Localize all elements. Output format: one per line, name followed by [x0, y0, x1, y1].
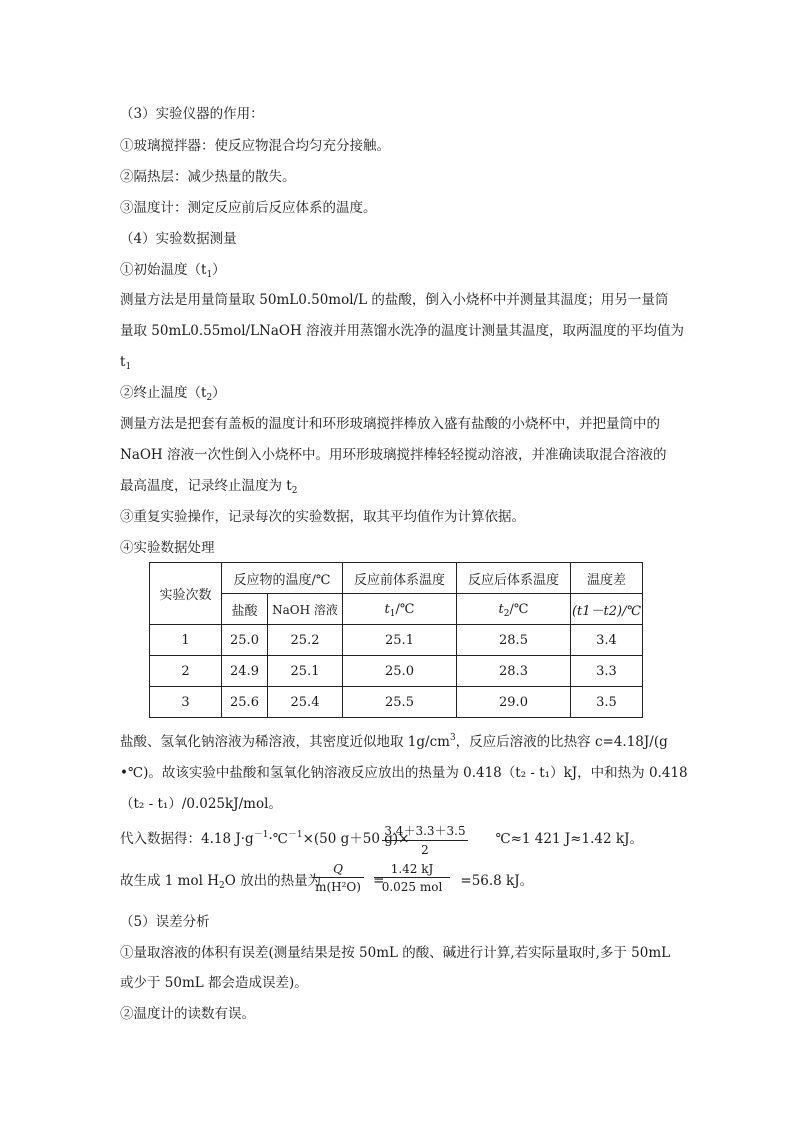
- table-row: [150, 687, 643, 718]
- experiment-data-table: [149, 562, 643, 718]
- after-temp: 29.0: [457, 687, 571, 718]
- heat-released-text: •℃)。故该实验中盐酸和氢氧化钠溶液反应放出的热量为 0.418（t₂ - t₁）kJ，中和热为 0.418: [120, 765, 688, 781]
- section4-title: （4）实验数据测量: [120, 231, 237, 247]
- substitution-formula: 代入数据得：4.18 $J\cdot g^{-1}\cdot℃^{-1}\times(50$ g＋50 g)× ℃≈1 421 J≈1.42 kJ。: [120, 830, 643, 847]
- header-after-temp: 反应后体系温度: [457, 563, 571, 594]
- hcl-temp: 25.0: [222, 625, 268, 656]
- trial-number: 1: [150, 625, 222, 656]
- final-temp-heading: ②终止温度$(t_2)$: [120, 385, 226, 403]
- data-processing-heading: ④实验数据处理: [120, 540, 215, 556]
- section3-title: （3）实验仪器的作用：: [120, 106, 264, 122]
- table-row: [150, 625, 643, 656]
- hcl-temp: 24.9: [222, 656, 268, 687]
- error-thermometer-text: ②温度计的读数有误。: [120, 1006, 255, 1022]
- initial-temp-heading: ①初始温度$(t_1)$: [120, 262, 226, 280]
- header-temp-diff: 温度差: [571, 563, 643, 594]
- naoh-temp: 25.2: [268, 625, 343, 656]
- naoh-temp: 25.1: [268, 656, 343, 687]
- header-diff-unit: (t1－t2)/℃: [571, 594, 643, 625]
- trial-number: 2: [150, 656, 222, 687]
- header-t2: $t_2/℃$: [457, 594, 571, 625]
- final-temp-text-2: NaOH 溶液一次性倒入小烧杯中。用环形玻璃搅拌棒轻轻搅动溶液，并准确读取混合溶液的: [120, 447, 667, 463]
- neutralization-heat-text: （t₂ - t₁）/0.025kJ/mol。: [120, 796, 282, 812]
- error-volume-text-1: ①量取溶液的体积有误差(测量结果是按 50mL 的酸、碱进行计算,若实际量取时,多于 50mL: [120, 945, 671, 961]
- header-trial-count: 实验次数: [150, 563, 222, 625]
- heat-value-fraction: 1.42 kJ 0.025 mol: [374, 862, 450, 894]
- header-hcl: 盐酸: [222, 594, 268, 625]
- before-temp: 25.0: [343, 656, 457, 687]
- initial-temp-text-3: $t_1$: [120, 354, 132, 372]
- insulation-item: ②隔热层：减少热量的散失。: [120, 169, 296, 185]
- initial-temp-text-2: 量取 50mL0.55mol/LNaOH 溶液并用蒸馏水洗净的温度计测量其温度，取两温度的平均值为: [120, 323, 685, 339]
- naoh-temp: 25.4: [268, 687, 343, 718]
- temp-diff: 3.3: [571, 656, 643, 687]
- thermometer-item: ③温度计：测定反应前后反应体系的温度。: [120, 200, 377, 216]
- after-temp: 28.3: [457, 656, 571, 687]
- final-temp-text-3: 最高温度，记录终止温度为 $t_2$: [120, 478, 298, 496]
- section5-title: （5）误差分析: [120, 914, 210, 930]
- heat-per-mole-formula: 故生成 1 mol $H_2O$ 放出的热量为 = =56.8 kJ。: [120, 873, 534, 891]
- before-temp: 25.1: [343, 625, 457, 656]
- table-row: [150, 656, 643, 687]
- glass-stirrer-item: ①玻璃搅拌器：使反应物混合均匀充分接触。: [120, 138, 390, 154]
- repeat-experiment-text: ③重复实验操作，记录每次的实验数据，取其平均值作为计算依据。: [120, 509, 525, 525]
- before-temp: 25.5: [343, 687, 457, 718]
- trial-number: 3: [150, 687, 222, 718]
- after-temp: 28.5: [457, 625, 571, 656]
- q-over-mass-fraction: $\frac{Q}{\text{m(H²O)}}$: [312, 862, 364, 894]
- temp-diff: 3.5: [571, 687, 643, 718]
- hcl-temp: 25.6: [222, 687, 268, 718]
- header-t1: $t_1/℃$: [343, 594, 457, 625]
- final-temp-text-1: 测量方法是把套有盖板的温度计和环形玻璃搅拌棒放入盛有盐酸的小烧杯中，并把量筒中的: [120, 416, 660, 432]
- initial-temp-text-1: 测量方法是用量筒量取 50mL0.50mol/L 的盐酸，倒入小烧杯中并测量其温度；用另一量筒: [120, 292, 669, 308]
- header-naoh: NaOH 溶液: [268, 594, 343, 625]
- header-before-temp: 反应前体系温度: [343, 563, 457, 594]
- header-reactant-temp: 反应物的温度/℃: [222, 563, 343, 594]
- temp-diff: 3.4: [571, 625, 643, 656]
- density-text: 盐酸、氢氧化钠溶液为稀溶液，其密度近似地取 $1g/cm^3$，反应后溶液的比热容 c=4.18J/(g: [120, 733, 668, 750]
- average-temp-fraction: $\frac{3.4+3.3+3.5}{2}$: [382, 822, 468, 857]
- error-volume-text-2: 或少于 50mL 都会造成误差)。: [120, 975, 308, 991]
